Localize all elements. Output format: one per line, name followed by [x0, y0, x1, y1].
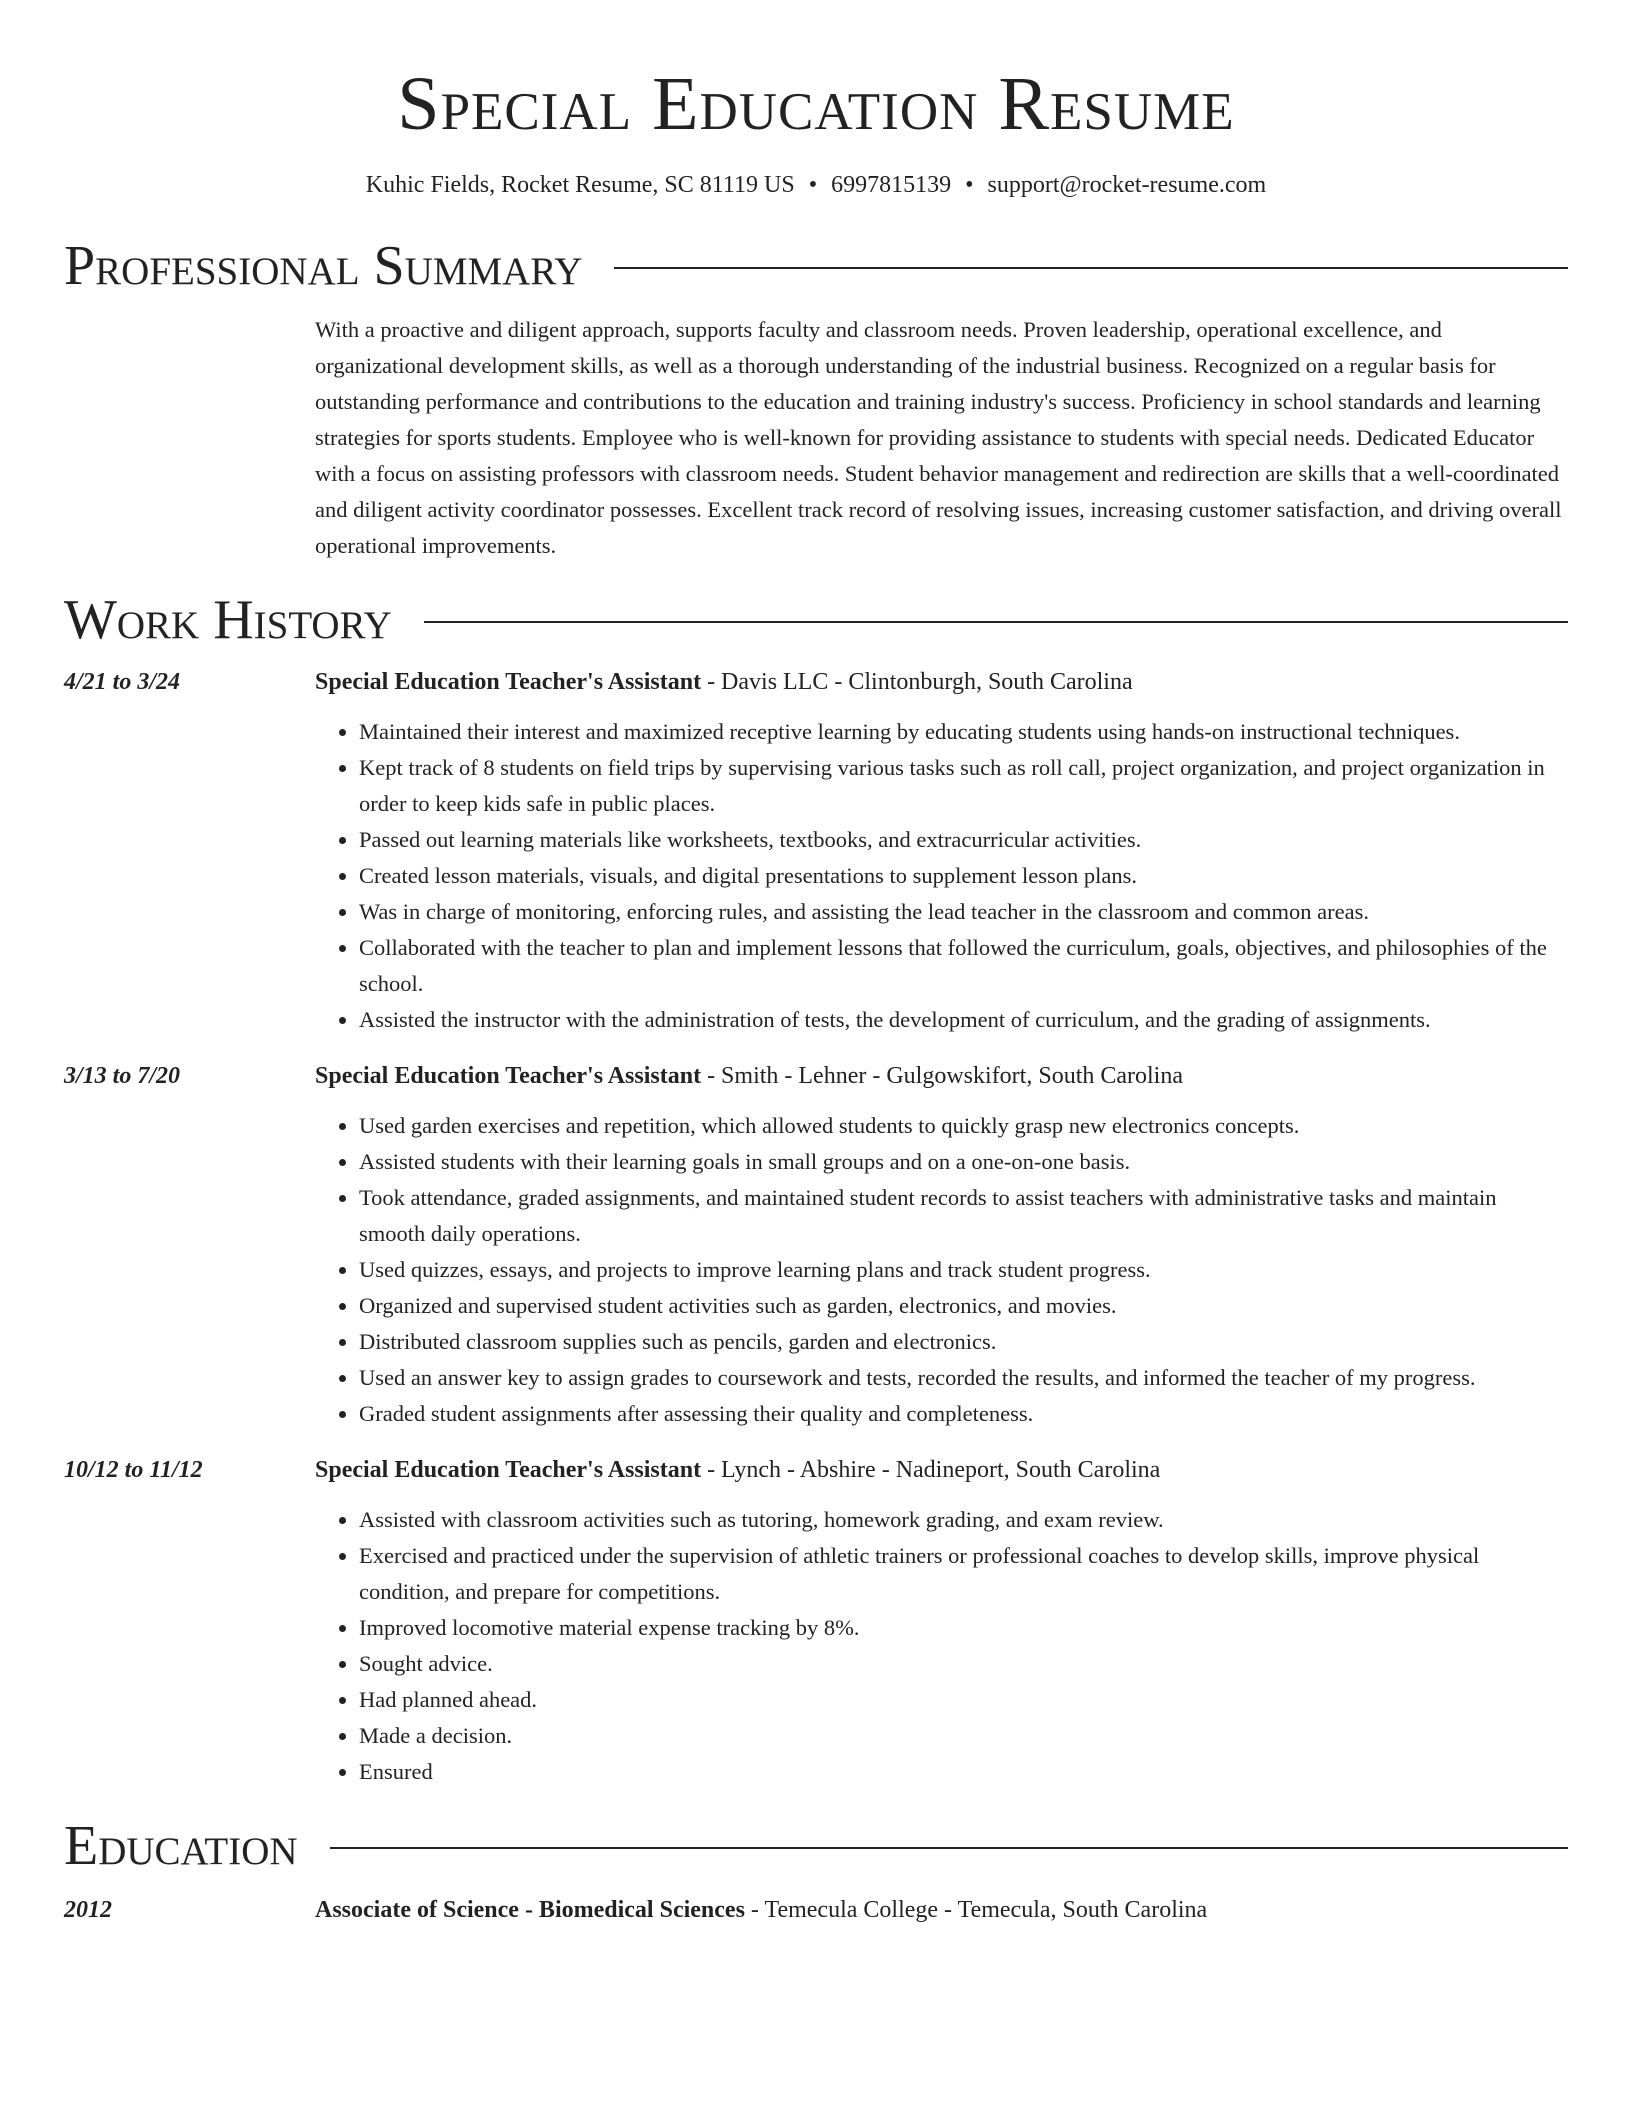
contact-email: support@rocket-resume.com	[987, 172, 1267, 198]
contact-separator: •	[965, 172, 974, 198]
job-entry	[64, 1058, 1568, 1432]
job-main	[315, 1452, 1568, 1790]
contact-line	[64, 170, 1568, 200]
section-divider	[424, 621, 1568, 623]
list-item: • Was in charge of monitoring, enforcing rules, and assisting the lead teacher in the classroom and common areas.	[359, 894, 1568, 930]
job-details: - Davis LLC - Clintonburgh, South Carolina	[701, 669, 1133, 695]
job-entry	[64, 664, 1568, 1038]
section-heading: Work History	[64, 589, 392, 651]
list-item: • Improved locomotive material expense tracking by 8%.	[359, 1610, 1568, 1646]
list-item: • Sought advice.	[359, 1646, 1568, 1682]
education-year: 2012	[64, 1897, 112, 1923]
list-item: • Maintained their interest and maximized receptive learning by educating students using hands-on instructional techniques.	[359, 714, 1568, 750]
list-item: • Graded student assignments after assessing their quality and completeness.	[359, 1396, 1568, 1432]
job-dates: 3/13 to 7/20	[64, 1063, 181, 1089]
list-item: • Used garden exercises and repetition, which allowed students to quickly grasp new electronics concepts.	[359, 1108, 1568, 1144]
contact-phone: 6997815139	[831, 172, 952, 198]
section-divider	[614, 267, 1568, 269]
education-degree: Associate of Science - Biomedical Sciences	[315, 1897, 745, 1923]
list-item: • Organized and supervised student activities such as garden, electronics, and movies.	[359, 1288, 1568, 1324]
job-details: - Smith - Lehner - Gulgowskifort, South Carolina	[701, 1063, 1183, 1089]
section-heading: Education	[64, 1815, 298, 1877]
job-entry	[64, 1452, 1568, 1790]
summary-text: With a proactive and diligent approach, supports faculty and classroom needs. Proven leadership, operational excellence, and organizational development skills, as well as a thorough understanding of the industrial business. Recognized on a regular basis for outstanding performance and contributions to the education and training industry's success. Proficiency in school standards and learning strategies for sports students. Employee who is well-known for providing assistance to students with special needs. Dedicated Educator with a focus on assisting professors with classroom needs. Student behavior management and redirection are skills that a well-coordinated and diligent activity coordinator possesses. Excellent track record of resolving issues, increasing customer satisfaction, and driving overall operational improvements.	[315, 317, 1562, 558]
job-dates: 4/21 to 3/24	[64, 669, 181, 695]
list-item: • Had planned ahead.	[359, 1682, 1568, 1718]
job-title: Special Education Teacher's Assistant	[315, 669, 702, 695]
list-item: • Assisted with classroom activities such as tutoring, homework grading, and exam review.	[359, 1502, 1568, 1538]
list-item: • Collaborated with the teacher to plan and implement lessons that followed the curriculum, goals, objectives, and philosophies of the school.	[359, 930, 1568, 1002]
education-entry	[64, 1892, 1568, 1928]
section-heading: Professional Summary	[64, 235, 583, 297]
contact-separator: •	[808, 172, 818, 198]
list-item: • Made a decision.	[359, 1718, 1568, 1754]
list-item: • Passed out learning materials like worksheets, textbooks, and extracurricular activities.	[359, 822, 1568, 858]
list-item: • Distributed classroom supplies such as pencils, garden and electronics.	[359, 1324, 1568, 1360]
list-item: • Assisted students with their learning goals in small groups and on a one-on-one basis.	[359, 1144, 1568, 1180]
summary-section-header	[64, 234, 1568, 298]
education-main	[315, 1892, 1568, 1928]
list-item: • Assisted the instructor with the administration of tests, the development of curriculum, and the grading of assignments.	[359, 1002, 1568, 1038]
list-item: • Created lesson materials, visuals, and digital presentations to supplement lesson plans.	[359, 858, 1568, 894]
job-heading	[315, 1452, 1568, 1488]
job-details: - Lynch - Abshire - Nadineport, South Carolina	[701, 1457, 1161, 1483]
education-details: - Temecula College - Temecula, South Carolina	[744, 1897, 1208, 1923]
list-item: • Exercised and practiced under the supervision of athletic trainers or professional coaches to develop skills, improve physical condition, and prepare for competitions.	[359, 1538, 1568, 1610]
list-item: • Used an answer key to assign grades to coursework and tests, recorded the results, and informed the teacher of my progress.	[359, 1360, 1568, 1396]
list-item: • Ensured	[359, 1754, 1568, 1790]
resume-title: Special Education Resume	[397, 62, 1235, 146]
section-divider	[330, 1847, 1568, 1849]
job-bullets	[315, 1108, 1568, 1432]
job-bullets	[315, 714, 1568, 1038]
list-item: • Used quizzes, essays, and projects to improve learning plans and track student progress.	[359, 1252, 1568, 1288]
job-title: Special Education Teacher's Assistant	[315, 1063, 702, 1089]
job-heading	[315, 664, 1568, 700]
job-main	[315, 664, 1568, 1038]
list-item: • Took attendance, graded assignments, and maintained student records to assist teachers with administrative tasks and maintain smooth daily operations.	[359, 1180, 1568, 1252]
job-main	[315, 1058, 1568, 1432]
job-dates: 10/12 to 11/12	[64, 1457, 203, 1483]
job-heading	[315, 1058, 1568, 1094]
contact-address: Kuhic Fields, Rocket Resume, SC 81119 US	[365, 172, 795, 198]
education-heading	[315, 1892, 1568, 1928]
job-bullets	[315, 1502, 1568, 1790]
list-item: • Kept track of 8 students on field trips by supervising various tasks such as roll call, project organization, and project organization in order to keep kids safe in public places.	[359, 750, 1568, 822]
work-section-header	[64, 588, 1568, 652]
job-title: Special Education Teacher's Assistant	[315, 1457, 702, 1483]
education-section-header	[64, 1814, 1568, 1878]
